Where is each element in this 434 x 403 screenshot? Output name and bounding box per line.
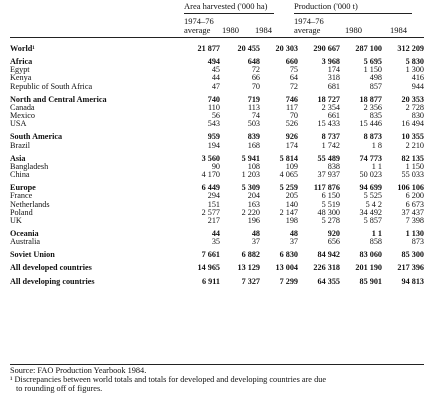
row-label: Europe: [10, 183, 36, 193]
cell-value: 839: [247, 132, 260, 142]
cell-value: 85 300: [401, 250, 424, 260]
cell-value: 5 695: [363, 57, 382, 67]
table-row: [10, 171, 424, 179]
cell-value: 656: [327, 237, 340, 247]
cell-value: 312 209: [397, 44, 424, 53]
cell-value: 6 150: [321, 191, 340, 201]
cell-value: 543: [207, 119, 220, 129]
table-bottom-rule: [10, 364, 424, 365]
cell-value: 503: [247, 119, 260, 129]
cell-value: 110: [208, 102, 220, 112]
cell-value: 1 300: [405, 65, 424, 75]
cell-value: 84 942: [317, 250, 340, 260]
cell-value: 44: [211, 228, 220, 238]
cell-value: 48: [289, 228, 298, 238]
cell-value: 494: [207, 57, 220, 67]
cell-value: 106 106: [397, 183, 424, 193]
cell-value: 835: [369, 111, 382, 121]
cell-value: 1 150: [405, 161, 424, 171]
cell-value: 290 667: [313, 44, 340, 53]
cell-value: 18 727: [317, 94, 340, 104]
cell-value: 1 8: [371, 140, 382, 150]
header-bottom-rule: [10, 37, 424, 38]
cell-value: 37: [251, 237, 260, 247]
cell-value: 7 661: [201, 250, 220, 260]
cell-value: 163: [247, 199, 260, 209]
cell-value: 198: [285, 215, 298, 225]
row-label: Kenya: [10, 73, 32, 83]
row-label: UK: [10, 215, 22, 225]
cell-value: 5 830: [405, 57, 424, 67]
prod-col1-header-line2: average: [294, 25, 321, 35]
cell-value: 20 353: [401, 94, 424, 104]
cell-value: 55 033: [401, 170, 424, 180]
cell-value: 8 873: [363, 132, 382, 142]
table-row: [10, 128, 424, 141]
cell-value: 13 129: [237, 263, 260, 273]
cell-value: 1 742: [321, 140, 340, 150]
cell-value: 48 300: [317, 207, 340, 217]
cell-value: 2 728: [405, 102, 424, 112]
cell-value: 318: [327, 73, 340, 83]
cell-value: 5 309: [241, 183, 260, 193]
cell-value: 174: [327, 65, 340, 75]
cell-value: 873: [411, 237, 424, 247]
cell-value: 5 4 2: [365, 199, 382, 209]
cell-value: 7 398: [405, 215, 424, 225]
cell-value: 1 150: [363, 65, 382, 75]
data-table: [10, 45, 424, 286]
cell-value: 108: [247, 161, 260, 171]
cell-value: 6 911: [202, 276, 220, 286]
area-col1-header-line1: 1974–76: [184, 16, 214, 26]
cell-value: 3 968: [321, 57, 340, 67]
table-row: [10, 259, 424, 272]
table-row: [10, 91, 424, 104]
cell-value: 14 965: [197, 263, 220, 273]
cell-value: 5 519: [321, 199, 340, 209]
row-label: Republic of South Africa: [10, 81, 93, 91]
cell-value: 34 492: [359, 207, 382, 217]
cell-value: 64 355: [317, 276, 340, 286]
cell-value: 194: [207, 140, 220, 150]
cell-value: 294: [207, 191, 220, 201]
cell-value: 3 560: [201, 153, 220, 163]
production-header-rule: [294, 13, 412, 14]
cell-value: 926: [285, 132, 298, 142]
cell-value: 287 100: [355, 44, 382, 53]
row-label: All developing countries: [10, 276, 95, 286]
cell-value: 226 318: [313, 263, 340, 273]
cell-value: 6 449: [201, 183, 220, 193]
table-row: [10, 246, 424, 259]
table-row: [10, 120, 424, 128]
row-label: Bangladesh: [10, 161, 49, 171]
cell-value: 18 877: [359, 94, 382, 104]
cell-value: 15 446: [359, 119, 382, 129]
cell-value: 90: [211, 161, 220, 171]
row-label: Canada: [10, 102, 35, 112]
cell-value: 174: [285, 140, 298, 150]
cell-value: 16 494: [401, 119, 424, 129]
row-label: China: [10, 170, 30, 180]
row-label: Mexico: [10, 111, 36, 121]
cell-value: 20 455: [237, 44, 260, 53]
cell-value: 5 525: [363, 191, 382, 201]
cell-value: 526: [285, 119, 298, 129]
cell-value: 85 901: [359, 276, 382, 286]
row-label: Brazil: [10, 140, 31, 150]
cell-value: 857: [369, 81, 382, 91]
cell-value: 217 396: [397, 263, 424, 273]
cell-value: 44: [211, 73, 220, 83]
cell-value: 5 941: [241, 153, 260, 163]
cell-value: 168: [247, 140, 260, 150]
cell-value: 10 355: [401, 132, 424, 142]
cell-value: 64: [289, 73, 298, 83]
cell-value: 201 190: [355, 263, 382, 273]
cell-value: 74 773: [359, 153, 382, 163]
cell-value: 72: [289, 81, 298, 91]
cell-value: 416: [411, 73, 424, 83]
cell-value: 56: [211, 111, 220, 121]
row-label: South America: [10, 132, 63, 142]
cell-value: 6 882: [241, 250, 260, 260]
table-row: [10, 273, 424, 286]
cell-value: 75: [289, 65, 298, 75]
row-label: France: [10, 191, 33, 201]
cell-value: 151: [207, 199, 220, 209]
area-col3-header: 1984: [255, 25, 272, 35]
cell-value: 82 135: [401, 153, 424, 163]
cell-value: 70: [289, 111, 298, 121]
cell-value: 66: [251, 73, 260, 83]
cell-value: 21 877: [197, 44, 220, 53]
cell-value: 719: [247, 94, 260, 104]
cell-value: 6 200: [405, 191, 424, 201]
cell-value: 45: [211, 65, 220, 75]
row-label: Netherlands: [10, 199, 50, 209]
cell-value: 117 876: [313, 183, 340, 193]
prod-col1-header-line1: 1974–76: [294, 16, 324, 26]
cell-value: 48: [251, 228, 260, 238]
cell-value: 5 814: [279, 153, 298, 163]
cell-value: 109: [285, 161, 298, 171]
cell-value: 4 065: [279, 170, 298, 180]
cell-value: 858: [369, 237, 382, 247]
cell-value: 1 130: [405, 228, 424, 238]
production-group-header: Production ('000 t): [294, 1, 358, 11]
cell-value: 204: [247, 191, 260, 201]
footnote-line2: to rounding off of figures.: [16, 384, 103, 393]
cell-value: 830: [411, 111, 424, 121]
cell-value: 94 813: [401, 276, 424, 286]
footnote-line1: ¹ Discrepancies between world totals and totals for developed and developing countries are due: [10, 375, 327, 384]
cell-value: 661: [327, 111, 340, 121]
cell-value: 74: [251, 111, 260, 121]
cell-value: 37: [289, 237, 298, 247]
cell-value: 15 433: [317, 119, 340, 129]
row-label: Poland: [10, 207, 33, 217]
cell-value: 1 203: [241, 170, 260, 180]
cell-value: 37 937: [317, 170, 340, 180]
cell-value: 37 437: [401, 207, 424, 217]
cell-value: 55 489: [317, 153, 340, 163]
cell-value: 6 673: [405, 199, 424, 209]
cell-value: 648: [247, 57, 260, 67]
row-label: North and Central America: [10, 94, 107, 104]
cell-value: 2 356: [363, 102, 382, 112]
cell-value: 838: [327, 161, 340, 171]
row-label: Australia: [10, 237, 41, 247]
cell-value: 6 830: [279, 250, 298, 260]
cell-value: 20 303: [275, 44, 298, 53]
cell-value: 4 170: [201, 170, 220, 180]
cell-value: 681: [327, 81, 340, 91]
area-header-rule: [184, 13, 274, 14]
cell-value: 70: [251, 81, 260, 91]
table-row: [10, 150, 424, 163]
cell-value: 1 1: [371, 161, 382, 171]
cell-value: 72: [251, 65, 260, 75]
cell-value: 2 147: [279, 207, 298, 217]
cell-value: 13 004: [275, 263, 298, 273]
cell-value: 113: [248, 102, 260, 112]
row-label: Africa: [10, 57, 33, 67]
area-col1-header-line2: average: [184, 25, 211, 35]
cell-value: 2 354: [321, 102, 340, 112]
cell-value: 205: [285, 191, 298, 201]
prod-col3-header: 1984: [390, 25, 407, 35]
table-row: [10, 142, 424, 150]
cell-value: 50 023: [359, 170, 382, 180]
area-group-header: Area harvested ('000 ha): [184, 1, 268, 11]
cell-value: 8 737: [321, 132, 340, 142]
cell-value: 47: [211, 81, 220, 91]
cell-value: 117: [286, 102, 298, 112]
cell-value: 920: [327, 228, 340, 238]
cell-value: 746: [285, 94, 298, 104]
cell-value: 498: [369, 73, 382, 83]
cell-value: 2 220: [241, 207, 260, 217]
row-label: All developed countries: [10, 263, 92, 273]
cell-value: 2 210: [405, 140, 424, 150]
row-label: World¹: [10, 44, 35, 53]
cell-value: 140: [285, 199, 298, 209]
row-label: Egypt: [10, 65, 30, 75]
cell-value: 35: [211, 237, 220, 247]
table-row: [10, 217, 424, 225]
cell-value: 5 259: [279, 183, 298, 193]
row-label: Oceania: [10, 228, 39, 238]
prod-col2-header: 1980: [345, 25, 362, 35]
cell-value: 740: [207, 94, 220, 104]
cell-value: 5 857: [363, 215, 382, 225]
cell-value: 1 1: [371, 228, 382, 238]
cell-value: 944: [411, 81, 424, 91]
table-row: [10, 238, 424, 246]
cell-value: 2 577: [201, 207, 220, 217]
table-row: [10, 45, 424, 53]
cell-value: 94 699: [359, 183, 382, 193]
cell-value: 7 299: [279, 276, 298, 286]
cell-value: 7 327: [241, 276, 260, 286]
source-note: Source: FAO Production Yearbook 1984.: [10, 366, 147, 375]
row-label: USA: [10, 119, 27, 129]
cell-value: 83 060: [359, 250, 382, 260]
row-label: Asia: [10, 153, 26, 163]
cell-value: 959: [207, 132, 220, 142]
area-col2-header: 1980: [222, 25, 239, 35]
table-row: [10, 83, 424, 91]
cell-value: 660: [285, 57, 298, 67]
row-label: Soviet Union: [10, 250, 55, 260]
cell-value: 217: [207, 215, 220, 225]
cell-value: 196: [247, 215, 260, 225]
cell-value: 5 278: [321, 215, 340, 225]
